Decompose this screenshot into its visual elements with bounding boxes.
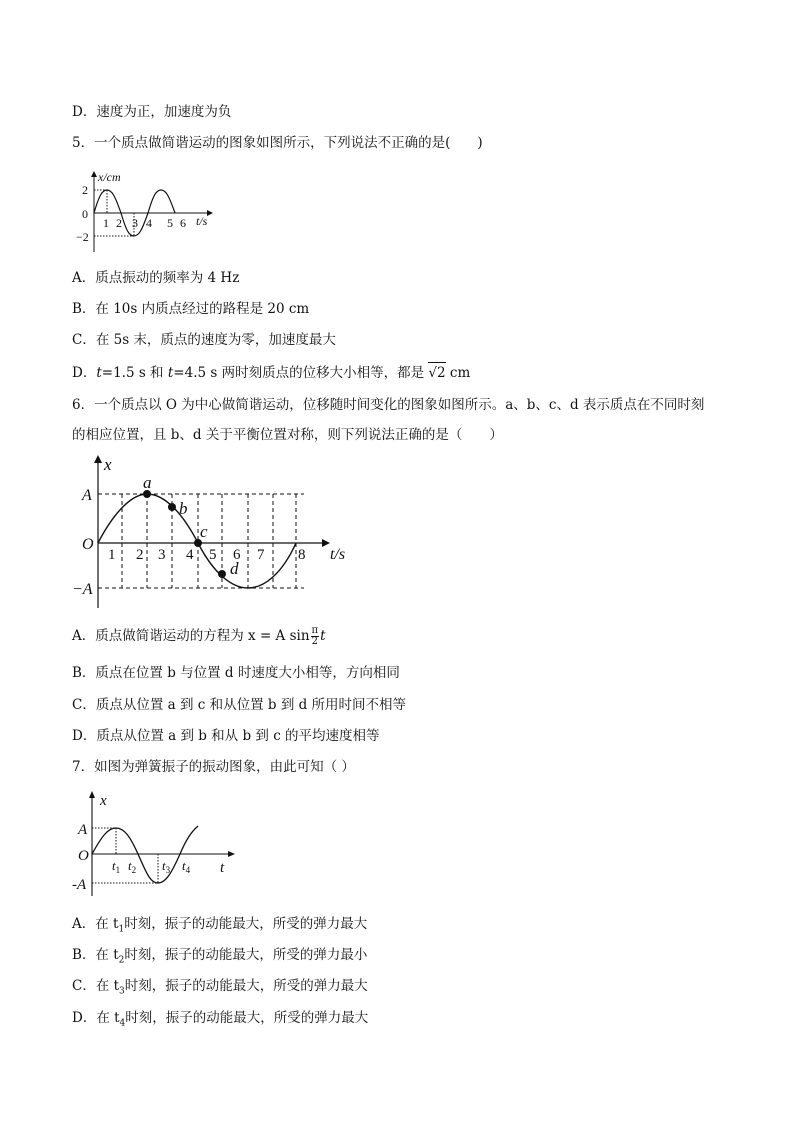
q4-option-d: D．速度为正，加速度为负 (72, 104, 232, 120)
q6-tick-5: 5 (209, 547, 217, 563)
q6-tick-3: 3 (158, 547, 166, 563)
q6-point-b: b (179, 499, 188, 518)
q7-option-c (72, 976, 368, 1002)
q7-origin: O (78, 848, 89, 864)
q5-option-a: A．质点振动的频率为 4 Hz (72, 270, 240, 286)
q7-option-b-sub: 2 (118, 955, 125, 966)
q6-option-a-prefix: A．质点做简谐运动的方程为 x = A sin (72, 628, 310, 644)
q6-stem-line1: 6．一个质点以 O 为中心做简谐运动，位移随时间变化的图象如图所示。a、b、c、d 表示质点在不同时刻 (72, 397, 705, 413)
q7-option-d-post: 时刻，振子的动能最大，所受的弹力最大 (125, 1010, 369, 1026)
q7-option-c-pre: C．在 t (72, 978, 120, 994)
q7-option-c-post: 时刻，振子的动能最大，所受的弹力最大 (124, 978, 368, 994)
q7-y-label: x (100, 793, 107, 809)
q5-option-d-mid1: =1.5 s 和 (101, 365, 168, 381)
q6-graph (72, 452, 362, 610)
q5-option-d-prefix: D． (72, 365, 97, 381)
q5-tick-y-0: 0 (82, 207, 88, 221)
q7-option-d-pre: D．在 t (72, 1010, 120, 1026)
q5-option-d-sqrt: √2 (428, 362, 445, 383)
q7-option-d-sub: 4 (119, 1018, 126, 1029)
q7-option-b-post: 时刻，振子的动能最大，所受的弹力最小 (124, 947, 368, 963)
q7-option-b-pre: B．在 t (72, 947, 119, 963)
q6-x-label: t/s (330, 546, 346, 563)
q7-option-a (72, 914, 367, 940)
q7-option-b (72, 945, 367, 971)
q6-tick-8: 8 (298, 547, 306, 563)
q7-graph (70, 788, 240, 898)
q5-graph (70, 168, 230, 254)
q6-option-a-num: π (311, 625, 319, 636)
q5-tick-x-6: 6 (180, 216, 186, 230)
q7-option-a-sub: 1 (118, 924, 125, 935)
q7-option-a-post: 时刻，振子的动能最大，所受的弹力最大 (124, 916, 368, 932)
q6-option-a-den: 2 (311, 636, 318, 647)
q5-tick-x-3: 3 (132, 216, 138, 230)
q6-option-d: D．质点从位置 a 到 b 和从 b 到 c 的平均速度相等 (72, 728, 380, 744)
q6-y-label: x (104, 455, 112, 474)
q5-tick-x-2: 2 (116, 216, 122, 230)
q6-option-a-fraction (311, 626, 320, 647)
q6-point-d: d (230, 559, 239, 578)
q5-option-d-t1: t (96, 365, 102, 381)
q7-t2-label: $t_2$ (128, 858, 137, 875)
q6-point-c: c (200, 522, 208, 541)
q5-option-b: B．在 10s 内质点经过的路程是 20 cm (72, 301, 310, 317)
q5-x-label: t/s (196, 214, 208, 228)
q5-tick-x-5: 5 (167, 216, 173, 230)
q7-stem: 7．如图为弹簧振子的振动图象，由此可知（ ） (72, 759, 355, 775)
q6-stem-line2: 的相应位置，且 b、d 关于平衡位置对称，则下列说法正确的是（ ） (72, 427, 503, 443)
q5-tick-y-2: 2 (82, 183, 88, 197)
q7-amp-pos: A (78, 822, 88, 838)
q5-option-d-t2: t (167, 365, 174, 381)
q5-tick-x-4: 4 (146, 216, 152, 230)
q5-option-d-mid2: =4.5 s 两时刻质点的位移大小相等，都是 (173, 365, 429, 381)
q7-x-label: t (220, 860, 225, 876)
q7-option-d (72, 1008, 368, 1034)
q6-origin: O (82, 536, 94, 553)
q6-option-a-suffix: t (320, 628, 326, 644)
q5-option-d (72, 362, 470, 383)
q7-t3-label: $t_3$ (162, 858, 171, 875)
q6-point-a: a (143, 473, 152, 492)
q5-tick-y-neg2: −2 (76, 230, 89, 244)
q6-amp-pos: A (82, 487, 92, 504)
q6-tick-1: 1 (108, 547, 116, 563)
q7-option-a-pre: A．在 t (72, 916, 119, 932)
q6-tick-6: 6 (233, 547, 241, 563)
q7-option-c-sub: 3 (119, 986, 125, 997)
q7-t1-label: $t_1$ (112, 858, 121, 875)
q5-stem: 5．一个质点做简谐运动的图象如图所示，下列说法不正确的是( ) (72, 135, 483, 151)
q6-option-c: C．质点从位置 a 到 c 和从位置 b 到 d 所用时间不相等 (72, 697, 407, 713)
q5-y-label: x/cm (98, 170, 121, 184)
q6-tick-2: 2 (136, 547, 144, 563)
q5-option-c: C．在 5s 末，质点的速度为零，加速度最大 (72, 332, 336, 348)
q7-t4-label: $t_4$ (182, 858, 191, 875)
q6-tick-4: 4 (186, 547, 194, 563)
q7-amp-neg: -A (72, 877, 87, 893)
q5-option-d-unit: cm (445, 365, 471, 381)
q6-amp-neg: −A (72, 581, 93, 598)
q6-tick-7: 7 (257, 547, 265, 563)
q5-tick-x-1: 1 (103, 216, 109, 230)
q6-option-a (72, 626, 326, 647)
q6-option-b: B．质点在位置 b 与位置 d 时速度大小相等，方向相同 (72, 665, 400, 681)
